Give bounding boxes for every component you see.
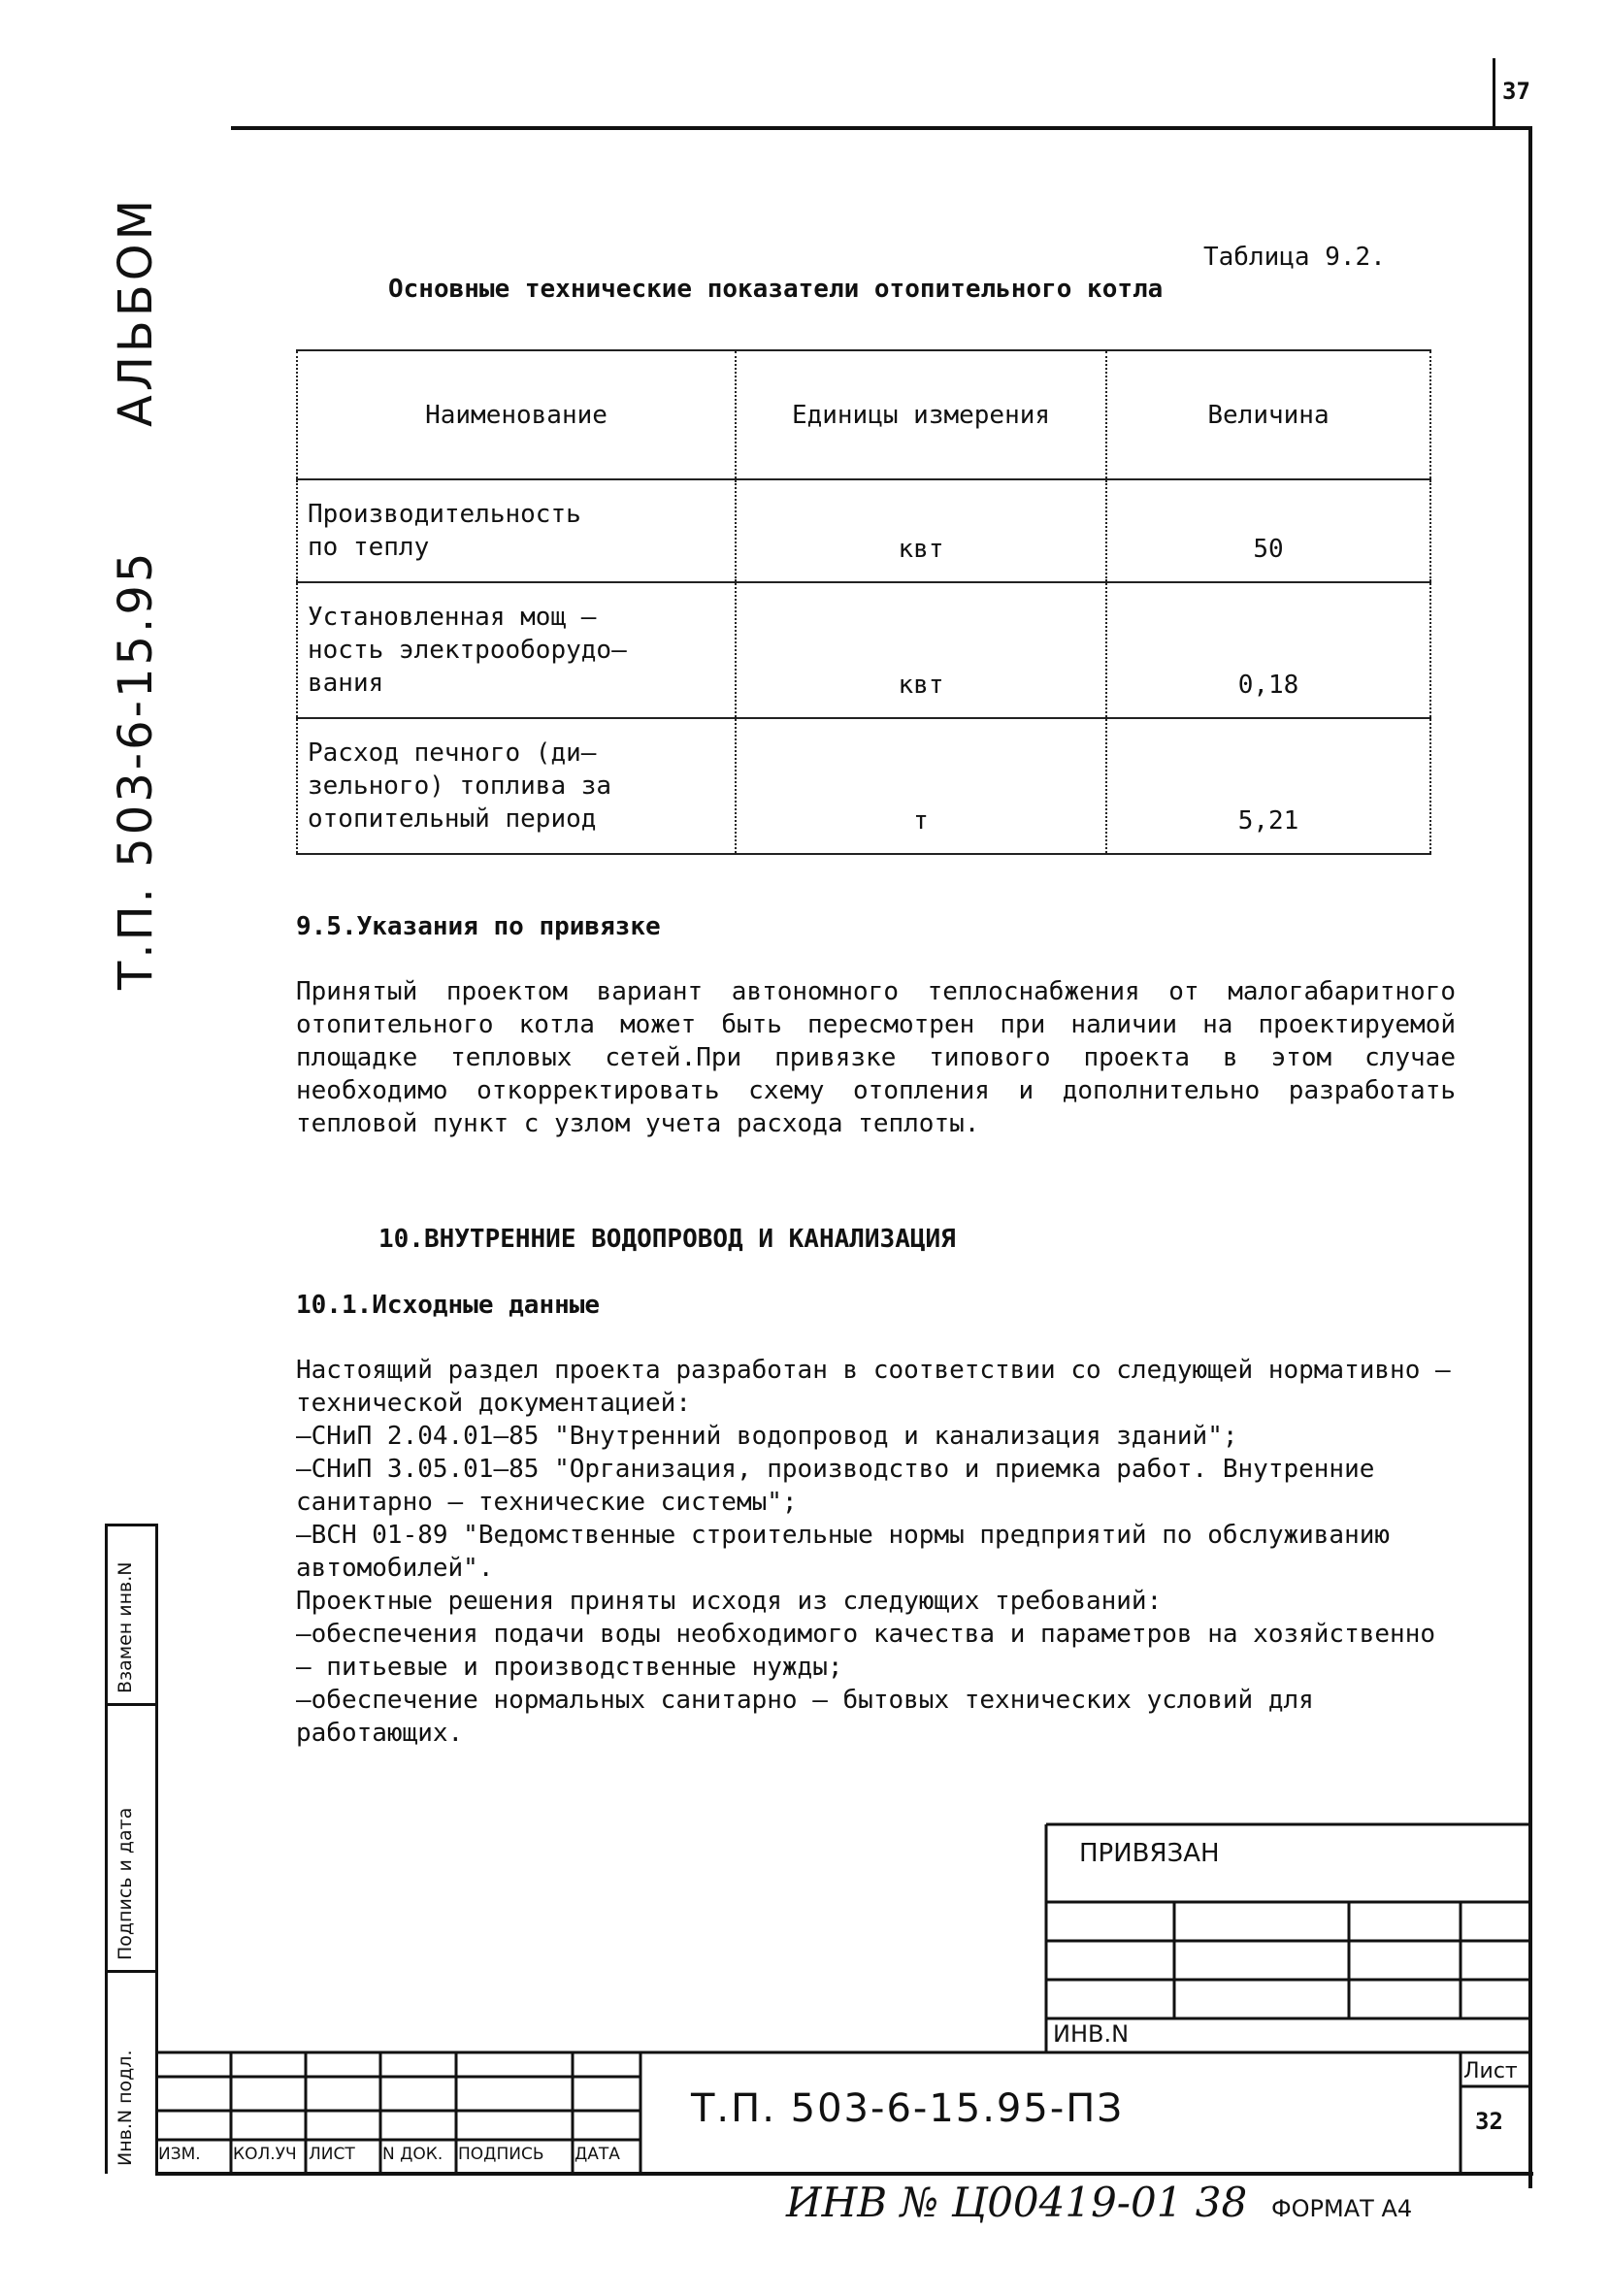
column-kol-uch: КОЛ.УЧ: [233, 2145, 297, 2164]
section-10-line: –СНиП 3.05.01–85 "Организация, производство и приемка работ. Внутренние санитарно – технические системы";: [296, 1455, 1375, 1517]
table-title: Основные технические показатели отопительного котла: [388, 275, 1164, 304]
spec-table: [296, 349, 1431, 855]
section-10-intro: Настоящий раздел проекта разработан в соответствии со следующей нормативно – технической документацией:: [296, 1356, 1451, 1418]
header-name: Наименование: [297, 350, 736, 479]
table-number-label: Таблица 9.2.: [1203, 243, 1386, 272]
strip-divider: [105, 1970, 158, 1973]
row-value: 5,21: [1106, 718, 1430, 854]
section-9-5-body: [296, 975, 1456, 1140]
row-unit: квт: [736, 479, 1106, 582]
row-name: Расход печного (ди– зельного) топлива за отопительный период: [297, 718, 736, 854]
row-unit: т: [736, 718, 1106, 854]
column-podpis: ПОДПИСЬ: [458, 2145, 544, 2164]
strip-left-line: [105, 1524, 108, 2174]
column-data: ДАТА: [575, 2145, 620, 2164]
section-10-body: [296, 1354, 1456, 1750]
table-row: [297, 718, 1430, 854]
album-label: АЛЬБОМ: [109, 196, 163, 427]
section-10-1-heading: 10.1.Исходные данные: [296, 1291, 601, 1320]
table-row: [297, 479, 1430, 582]
section-10-line: –ВСН 01-89 "Ведомственные строительные нормы предприятий по обслуживанию автомобилей".: [296, 1521, 1391, 1583]
vzam-inv-label: Взамен инв.N: [115, 1561, 136, 1693]
row-name: Установленная мощ – ность электрооборудо– вания: [297, 582, 736, 718]
row-value: 0,18: [1106, 582, 1430, 718]
page-number-top: 37: [1502, 78, 1530, 105]
column-izm: ИЗМ.: [158, 2145, 201, 2164]
table-row: [297, 582, 1430, 718]
header-unit: Единицы измерения: [736, 350, 1106, 479]
inv-n-label: ИНВ.N: [1053, 2020, 1130, 2048]
section-10-line: –СНиП 2.04.01–85 "Внутренний водопровод и канализация зданий";: [296, 1422, 1238, 1451]
privyazan-label: ПРИВЯЗАН: [1079, 1839, 1220, 1868]
section-10-line: Проектные решения приняты исходя из следующих требований:: [296, 1587, 1163, 1616]
top-frame-line: [231, 126, 1531, 130]
section-10-line: –обеспечения подачи воды необходимого качества и параметров на хозяйственно – питьевые и производственные нужды;: [296, 1620, 1435, 1682]
row-unit: квт: [736, 582, 1106, 718]
handwritten-inventory-number: ИНВ № Ц00419-01 38: [786, 2179, 1248, 2226]
sheet-number: 32: [1475, 2108, 1503, 2135]
table-header-row: [297, 350, 1430, 479]
inv-podl-label: Инв.N подл.: [115, 2050, 136, 2166]
header-value: Величина: [1106, 350, 1430, 479]
column-n-dok: N ДОК.: [382, 2145, 443, 2164]
row-value: 50: [1106, 479, 1430, 582]
podpis-data-label: Подпись и дата: [115, 1807, 136, 1960]
strip-divider: [105, 1524, 158, 1526]
format-label: ФОРМАТ А4: [1271, 2195, 1413, 2222]
project-code-vertical: Т.П. 503-6-15.95: [109, 549, 163, 990]
strip-divider: [105, 1703, 158, 1706]
section-9-5-paragraph: Принятый проектом вариант автономного теплоснабжения от малогабаритного отопительного котла может быть пересмотрен при наличии на проектируемой площадке тепловых сетей.При привязке типового проекта в этом случае необходимо откорректировать схему отопления и дополнительно разработать тепловой пункт с узлом учета расхода теплоты.: [296, 977, 1456, 1138]
column-list: ЛИСТ: [309, 2145, 355, 2164]
page-tab-line: [1493, 58, 1495, 128]
spec-table-container: [296, 349, 1431, 855]
sheet-label: Лист: [1463, 2059, 1518, 2083]
section-9-5-heading: 9.5.Указания по привязке: [296, 912, 661, 941]
section-10-heading: 10.ВНУТРЕННИЕ ВОДОПРОВОД И КАНАЛИЗАЦИЯ: [378, 1225, 956, 1254]
document-code: Т.П. 503-6-15.95-ПЗ: [691, 2086, 1124, 2131]
row-name: Производительность по теплу: [297, 479, 736, 582]
section-10-line: –обеспечение нормальных санитарно – бытовых технических условий для работающих.: [296, 1686, 1314, 1748]
